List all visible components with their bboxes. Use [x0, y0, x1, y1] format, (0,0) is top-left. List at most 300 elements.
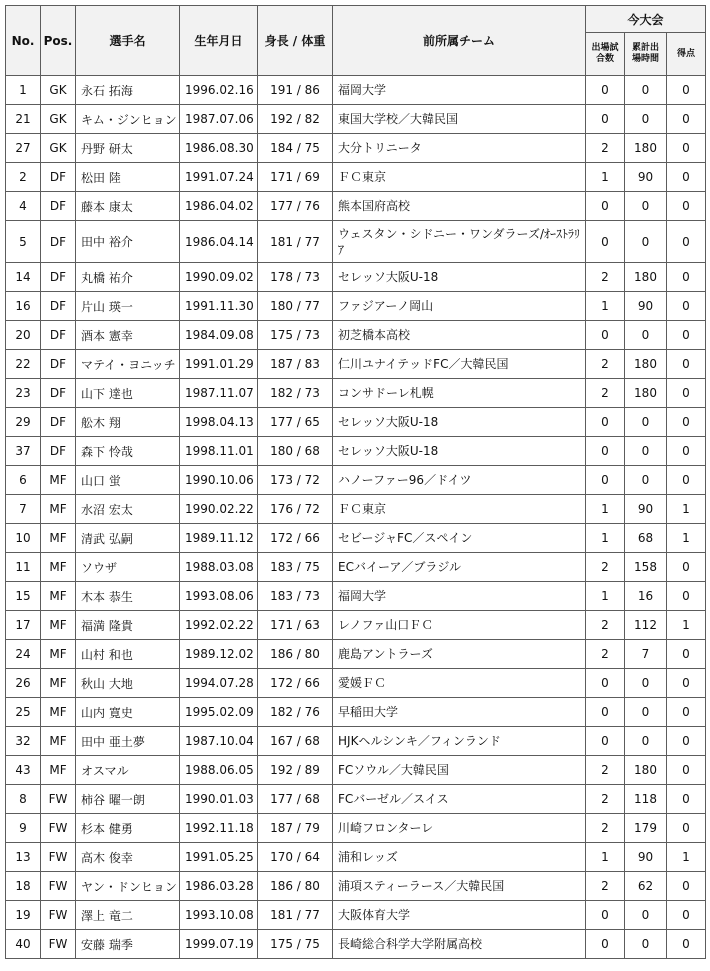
cell-position: MF: [41, 756, 76, 785]
cell-player-name: 安藤 瑞季: [76, 930, 180, 959]
cell-position: FW: [41, 785, 76, 814]
cell-previous-team: 浦和レッズ: [333, 843, 586, 872]
cell-previous-team: ウェスタン・シドニー・ワンダラーズ/ｵｰｽﾄﾗﾘｱ: [333, 221, 586, 263]
cell-goals: 0: [667, 756, 706, 785]
cell-position: DF: [41, 408, 76, 437]
cell-appearances: 2: [586, 785, 625, 814]
cell-goals: 0: [667, 785, 706, 814]
cell-total-minutes: 0: [625, 466, 667, 495]
cell-position: DF: [41, 292, 76, 321]
cell-number: 17: [6, 611, 41, 640]
cell-total-minutes: 0: [625, 669, 667, 698]
cell-height-weight: 183 / 75: [258, 553, 333, 582]
cell-birthdate: 1987.10.04: [180, 727, 258, 756]
cell-birthdate: 1986.04.14: [180, 221, 258, 263]
cell-total-minutes: 0: [625, 192, 667, 221]
cell-goals: 1: [667, 843, 706, 872]
header-appearances: 出場試合数: [586, 33, 625, 76]
cell-goals: 0: [667, 350, 706, 379]
cell-appearances: 2: [586, 350, 625, 379]
cell-number: 5: [6, 221, 41, 263]
cell-goals: 0: [667, 814, 706, 843]
cell-total-minutes: 180: [625, 134, 667, 163]
cell-height-weight: 181 / 77: [258, 901, 333, 930]
cell-total-minutes: 90: [625, 495, 667, 524]
cell-height-weight: 178 / 73: [258, 263, 333, 292]
cell-player-name: 山下 達也: [76, 379, 180, 408]
cell-total-minutes: 118: [625, 785, 667, 814]
cell-player-name: 永石 拓海: [76, 76, 180, 105]
cell-position: DF: [41, 437, 76, 466]
cell-previous-team: セレッソ大阪U-18: [333, 408, 586, 437]
cell-position: DF: [41, 350, 76, 379]
player-roster-table: [5, 5, 706, 959]
cell-number: 2: [6, 163, 41, 192]
cell-player-name: 丸橋 祐介: [76, 263, 180, 292]
cell-position: FW: [41, 930, 76, 959]
cell-height-weight: 176 / 72: [258, 495, 333, 524]
cell-height-weight: 192 / 89: [258, 756, 333, 785]
cell-previous-team: ハノーファー96／ドイツ: [333, 466, 586, 495]
table-row: [6, 553, 706, 582]
cell-total-minutes: 0: [625, 105, 667, 134]
cell-number: 14: [6, 263, 41, 292]
cell-total-minutes: 0: [625, 727, 667, 756]
cell-previous-team: 早稲田大学: [333, 698, 586, 727]
cell-previous-team: ファジアーノ岡山: [333, 292, 586, 321]
cell-previous-team: セビージャFC／スペイン: [333, 524, 586, 553]
cell-number: 40: [6, 930, 41, 959]
table-row: [6, 495, 706, 524]
cell-position: MF: [41, 611, 76, 640]
cell-birthdate: 1993.10.08: [180, 901, 258, 930]
cell-birthdate: 1986.04.02: [180, 192, 258, 221]
cell-appearances: 1: [586, 163, 625, 192]
cell-height-weight: 177 / 76: [258, 192, 333, 221]
cell-previous-team: 川崎フロンターレ: [333, 814, 586, 843]
cell-appearances: 1: [586, 292, 625, 321]
cell-height-weight: 180 / 68: [258, 437, 333, 466]
cell-height-weight: 183 / 73: [258, 582, 333, 611]
header-no: No.: [6, 6, 41, 76]
cell-goals: 0: [667, 76, 706, 105]
table-row: [6, 350, 706, 379]
cell-height-weight: 177 / 68: [258, 785, 333, 814]
cell-number: 21: [6, 105, 41, 134]
cell-appearances: 0: [586, 669, 625, 698]
cell-previous-team: FCバーゼル／スイス: [333, 785, 586, 814]
cell-number: 37: [6, 437, 41, 466]
cell-previous-team: ＦＣ東京: [333, 495, 586, 524]
cell-appearances: 2: [586, 134, 625, 163]
cell-previous-team: 福岡大学: [333, 582, 586, 611]
cell-position: MF: [41, 553, 76, 582]
cell-goals: 0: [667, 408, 706, 437]
cell-total-minutes: 180: [625, 263, 667, 292]
cell-birthdate: 1989.11.12: [180, 524, 258, 553]
cell-total-minutes: 0: [625, 437, 667, 466]
cell-player-name: 森下 怜哉: [76, 437, 180, 466]
cell-goals: 0: [667, 582, 706, 611]
cell-total-minutes: 180: [625, 350, 667, 379]
cell-number: 16: [6, 292, 41, 321]
cell-previous-team: 熊本国府高校: [333, 192, 586, 221]
cell-goals: 0: [667, 292, 706, 321]
cell-height-weight: 181 / 77: [258, 221, 333, 263]
cell-height-weight: 177 / 65: [258, 408, 333, 437]
table-row: [6, 163, 706, 192]
cell-number: 8: [6, 785, 41, 814]
cell-total-minutes: 0: [625, 76, 667, 105]
header-previous-team: 前所属チーム: [333, 6, 586, 76]
cell-player-name: 清武 弘嗣: [76, 524, 180, 553]
cell-previous-team: FCソウル／大韓民国: [333, 756, 586, 785]
cell-birthdate: 1990.01.03: [180, 785, 258, 814]
cell-position: MF: [41, 640, 76, 669]
cell-number: 26: [6, 669, 41, 698]
cell-total-minutes: 179: [625, 814, 667, 843]
cell-total-minutes: 0: [625, 930, 667, 959]
cell-appearances: 2: [586, 640, 625, 669]
cell-goals: 0: [667, 379, 706, 408]
table-row: [6, 611, 706, 640]
cell-height-weight: 187 / 79: [258, 814, 333, 843]
cell-appearances: 2: [586, 872, 625, 901]
cell-goals: 0: [667, 105, 706, 134]
cell-position: MF: [41, 466, 76, 495]
cell-birthdate: 1996.02.16: [180, 76, 258, 105]
table-header: [6, 6, 706, 76]
cell-appearances: 0: [586, 221, 625, 263]
table-row: [6, 192, 706, 221]
cell-player-name: 秋山 大地: [76, 669, 180, 698]
cell-number: 9: [6, 814, 41, 843]
cell-position: FW: [41, 872, 76, 901]
cell-player-name: 丹野 研太: [76, 134, 180, 163]
cell-appearances: 0: [586, 408, 625, 437]
cell-appearances: 0: [586, 192, 625, 221]
cell-position: DF: [41, 379, 76, 408]
table-row: [6, 321, 706, 350]
cell-player-name: 木本 恭生: [76, 582, 180, 611]
cell-position: GK: [41, 105, 76, 134]
cell-goals: 0: [667, 466, 706, 495]
cell-position: MF: [41, 582, 76, 611]
cell-number: 18: [6, 872, 41, 901]
cell-previous-team: セレッソ大阪U-18: [333, 437, 586, 466]
cell-birthdate: 1990.10.06: [180, 466, 258, 495]
cell-goals: 1: [667, 524, 706, 553]
cell-goals: 0: [667, 263, 706, 292]
cell-player-name: 片山 瑛一: [76, 292, 180, 321]
cell-player-name: 杉本 健勇: [76, 814, 180, 843]
cell-number: 23: [6, 379, 41, 408]
cell-height-weight: 182 / 73: [258, 379, 333, 408]
cell-appearances: 0: [586, 437, 625, 466]
cell-number: 11: [6, 553, 41, 582]
cell-goals: 0: [667, 872, 706, 901]
cell-number: 19: [6, 901, 41, 930]
cell-previous-team: コンサドーレ札幌: [333, 379, 586, 408]
table-row: [6, 437, 706, 466]
cell-goals: 0: [667, 727, 706, 756]
cell-player-name: オスマル: [76, 756, 180, 785]
cell-appearances: 0: [586, 105, 625, 134]
cell-goals: 0: [667, 221, 706, 263]
cell-height-weight: 187 / 83: [258, 350, 333, 379]
cell-goals: 0: [667, 640, 706, 669]
cell-height-weight: 167 / 68: [258, 727, 333, 756]
cell-player-name: 舩木 翔: [76, 408, 180, 437]
cell-number: 27: [6, 134, 41, 163]
cell-appearances: 0: [586, 76, 625, 105]
cell-birthdate: 1991.05.25: [180, 843, 258, 872]
cell-total-minutes: 0: [625, 698, 667, 727]
cell-goals: 0: [667, 321, 706, 350]
cell-goals: 0: [667, 901, 706, 930]
table-body: [6, 76, 706, 959]
cell-total-minutes: 62: [625, 872, 667, 901]
cell-player-name: 山内 寛史: [76, 698, 180, 727]
table-row: [6, 785, 706, 814]
table-row: [6, 930, 706, 959]
cell-position: DF: [41, 221, 76, 263]
table-row: [6, 814, 706, 843]
header-total-minutes: 累計出場時間: [625, 33, 667, 76]
cell-total-minutes: 7: [625, 640, 667, 669]
table-row: [6, 582, 706, 611]
cell-position: MF: [41, 495, 76, 524]
cell-player-name: 福満 隆貴: [76, 611, 180, 640]
cell-total-minutes: 0: [625, 221, 667, 263]
cell-height-weight: 173 / 72: [258, 466, 333, 495]
cell-goals: 0: [667, 134, 706, 163]
cell-player-name: 田中 裕介: [76, 221, 180, 263]
cell-player-name: 山村 和也: [76, 640, 180, 669]
cell-player-name: 澤上 竜二: [76, 901, 180, 930]
cell-height-weight: 192 / 82: [258, 105, 333, 134]
cell-appearances: 2: [586, 553, 625, 582]
cell-previous-team: 浦項スティーラース／大韓民国: [333, 872, 586, 901]
cell-player-name: キム・ジンヒョン: [76, 105, 180, 134]
cell-previous-team: 仁川ユナイテッドFC／大韓民国: [333, 350, 586, 379]
cell-height-weight: 191 / 86: [258, 76, 333, 105]
cell-appearances: 2: [586, 756, 625, 785]
table-row: [6, 221, 706, 263]
cell-appearances: 1: [586, 843, 625, 872]
cell-player-name: マテイ・ヨニッチ: [76, 350, 180, 379]
cell-number: 32: [6, 727, 41, 756]
table-row: [6, 134, 706, 163]
cell-height-weight: 172 / 66: [258, 524, 333, 553]
cell-appearances: 1: [586, 495, 625, 524]
cell-birthdate: 1987.07.06: [180, 105, 258, 134]
cell-previous-team: 東国大学校／大韓民国: [333, 105, 586, 134]
cell-player-name: 田中 亜土夢: [76, 727, 180, 756]
cell-player-name: 山口 蛍: [76, 466, 180, 495]
cell-position: MF: [41, 524, 76, 553]
cell-total-minutes: 112: [625, 611, 667, 640]
header-goals: 得点: [667, 33, 706, 76]
cell-birthdate: 1995.02.09: [180, 698, 258, 727]
cell-height-weight: 175 / 75: [258, 930, 333, 959]
cell-player-name: 酒本 憲幸: [76, 321, 180, 350]
cell-birthdate: 1991.01.29: [180, 350, 258, 379]
cell-total-minutes: 180: [625, 756, 667, 785]
cell-position: FW: [41, 843, 76, 872]
cell-position: DF: [41, 163, 76, 192]
cell-number: 29: [6, 408, 41, 437]
cell-player-name: 藤本 康太: [76, 192, 180, 221]
cell-position: FW: [41, 901, 76, 930]
header-position: Pos.: [41, 6, 76, 76]
cell-height-weight: 170 / 64: [258, 843, 333, 872]
cell-appearances: 2: [586, 263, 625, 292]
cell-previous-team: レノファ山口ＦＣ: [333, 611, 586, 640]
cell-previous-team: 鹿島アントラーズ: [333, 640, 586, 669]
cell-goals: 0: [667, 163, 706, 192]
cell-total-minutes: 0: [625, 901, 667, 930]
cell-birthdate: 1993.08.06: [180, 582, 258, 611]
cell-player-name: 松田 陸: [76, 163, 180, 192]
cell-position: DF: [41, 263, 76, 292]
table-row: [6, 872, 706, 901]
cell-number: 43: [6, 756, 41, 785]
cell-position: GK: [41, 134, 76, 163]
cell-total-minutes: 0: [625, 321, 667, 350]
cell-total-minutes: 90: [625, 163, 667, 192]
cell-birthdate: 1992.11.18: [180, 814, 258, 843]
cell-height-weight: 175 / 73: [258, 321, 333, 350]
cell-number: 4: [6, 192, 41, 221]
cell-birthdate: 1990.02.22: [180, 495, 258, 524]
cell-birthdate: 1990.09.02: [180, 263, 258, 292]
cell-birthdate: 1998.04.13: [180, 408, 258, 437]
cell-previous-team: 大分トリニータ: [333, 134, 586, 163]
cell-birthdate: 1992.02.22: [180, 611, 258, 640]
cell-birthdate: 1989.12.02: [180, 640, 258, 669]
cell-birthdate: 1991.11.30: [180, 292, 258, 321]
cell-height-weight: 184 / 75: [258, 134, 333, 163]
header-birthdate: 生年月日: [180, 6, 258, 76]
cell-previous-team: 愛媛ＦＣ: [333, 669, 586, 698]
header-this-tournament: 今大会: [586, 6, 706, 33]
cell-previous-team: HJKヘルシンキ／フィンランド: [333, 727, 586, 756]
cell-player-name: 水沼 宏太: [76, 495, 180, 524]
cell-number: 10: [6, 524, 41, 553]
cell-birthdate: 1986.03.28: [180, 872, 258, 901]
table-row: [6, 524, 706, 553]
cell-number: 13: [6, 843, 41, 872]
cell-birthdate: 1984.09.08: [180, 321, 258, 350]
cell-height-weight: 186 / 80: [258, 872, 333, 901]
cell-birthdate: 1998.11.01: [180, 437, 258, 466]
table-row: [6, 105, 706, 134]
cell-height-weight: 182 / 76: [258, 698, 333, 727]
cell-number: 6: [6, 466, 41, 495]
cell-birthdate: 1991.07.24: [180, 163, 258, 192]
cell-goals: 0: [667, 553, 706, 582]
cell-number: 25: [6, 698, 41, 727]
cell-position: DF: [41, 192, 76, 221]
cell-height-weight: 186 / 80: [258, 640, 333, 669]
cell-player-name: ヤン・ドンヒョン: [76, 872, 180, 901]
table-row: [6, 640, 706, 669]
table-row: [6, 843, 706, 872]
cell-previous-team: 福岡大学: [333, 76, 586, 105]
table-row: [6, 727, 706, 756]
cell-appearances: 0: [586, 930, 625, 959]
cell-total-minutes: 158: [625, 553, 667, 582]
cell-number: 15: [6, 582, 41, 611]
cell-appearances: 2: [586, 379, 625, 408]
cell-goals: 1: [667, 611, 706, 640]
cell-goals: 0: [667, 698, 706, 727]
cell-goals: 1: [667, 495, 706, 524]
cell-previous-team: 長崎総合科学大学附属高校: [333, 930, 586, 959]
cell-previous-team: セレッソ大阪U-18: [333, 263, 586, 292]
cell-previous-team: ECバイーア／ブラジル: [333, 553, 586, 582]
table-row: [6, 379, 706, 408]
cell-height-weight: 171 / 69: [258, 163, 333, 192]
cell-goals: 0: [667, 930, 706, 959]
table-row: [6, 698, 706, 727]
cell-appearances: 0: [586, 698, 625, 727]
cell-total-minutes: 90: [625, 843, 667, 872]
cell-birthdate: 1987.11.07: [180, 379, 258, 408]
cell-player-name: ソウザ: [76, 553, 180, 582]
header-player-name: 選手名: [76, 6, 180, 76]
cell-birthdate: 1994.07.28: [180, 669, 258, 698]
cell-total-minutes: 90: [625, 292, 667, 321]
table-row: [6, 263, 706, 292]
cell-position: MF: [41, 698, 76, 727]
cell-birthdate: 1986.08.30: [180, 134, 258, 163]
cell-appearances: 0: [586, 321, 625, 350]
cell-player-name: 高木 俊幸: [76, 843, 180, 872]
cell-previous-team: 大阪体育大学: [333, 901, 586, 930]
cell-number: 24: [6, 640, 41, 669]
table-row: [6, 669, 706, 698]
cell-number: 22: [6, 350, 41, 379]
cell-height-weight: 171 / 63: [258, 611, 333, 640]
cell-previous-team: ＦＣ東京: [333, 163, 586, 192]
cell-appearances: 1: [586, 582, 625, 611]
header-height-weight: 身長 / 体重: [258, 6, 333, 76]
cell-number: 1: [6, 76, 41, 105]
cell-position: MF: [41, 727, 76, 756]
cell-total-minutes: 68: [625, 524, 667, 553]
cell-player-name: 柿谷 曜一朗: [76, 785, 180, 814]
cell-number: 20: [6, 321, 41, 350]
cell-height-weight: 180 / 77: [258, 292, 333, 321]
cell-total-minutes: 16: [625, 582, 667, 611]
cell-goals: 0: [667, 192, 706, 221]
table-row: [6, 292, 706, 321]
cell-total-minutes: 0: [625, 408, 667, 437]
cell-previous-team: 初芝橋本高校: [333, 321, 586, 350]
cell-total-minutes: 180: [625, 379, 667, 408]
cell-birthdate: 1988.03.08: [180, 553, 258, 582]
cell-position: DF: [41, 321, 76, 350]
cell-goals: 0: [667, 669, 706, 698]
cell-goals: 0: [667, 437, 706, 466]
cell-position: GK: [41, 76, 76, 105]
cell-height-weight: 172 / 66: [258, 669, 333, 698]
cell-position: MF: [41, 669, 76, 698]
table-row: [6, 76, 706, 105]
cell-position: FW: [41, 814, 76, 843]
